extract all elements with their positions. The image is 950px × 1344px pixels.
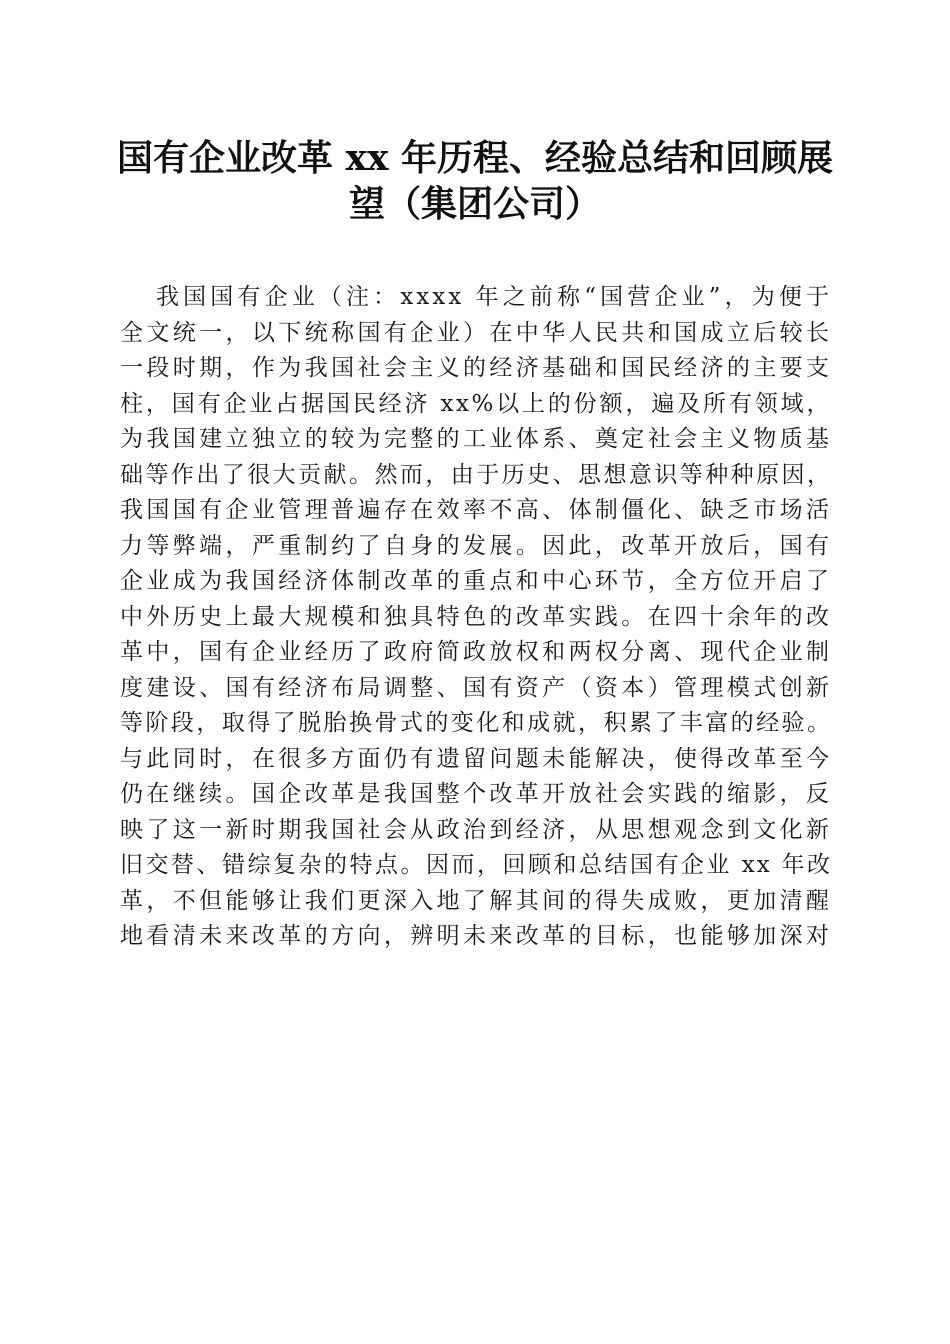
- paragraph-line: 础等作出了很大贡献。然而，由于历史、思想意识等种种原因，: [120, 461, 832, 488]
- paragraph-line: 一段时期，作为我国社会主义的经济基础和国民经济的主要支: [120, 355, 832, 381]
- paragraph-line: 旧交替、错综复杂的特点。因而，回顾和总结国有企业 xx 年改: [120, 852, 832, 878]
- paragraph-line: 革中，国有企业经历了政府简政放权和两权分离、现代企业制: [120, 639, 832, 665]
- title-line-1: 国有企业改革 xx 年历程、经验总结和回顾展: [117, 137, 833, 179]
- paragraph-line: 力等弊端，严重制约了自身的发展。因此，改革开放后，国有: [120, 532, 832, 559]
- paragraph-line: 企业成为我国经济体制改革的重点和中心环节，全方位开启了: [120, 568, 832, 594]
- paragraph-line: 地看清未来改革的方向，辨明未来改革的目标，也能够加深对: [120, 923, 832, 949]
- paragraph-line: 全文统一，以下统称国有企业）在中华人民共和国成立后较长: [120, 319, 832, 346]
- paragraph-line: 为我国建立独立的较为完整的工业体系、奠定社会主义物质基: [120, 426, 832, 452]
- paragraph-line: 柱，国有企业占据国民经济 xx%以上的份额，遍及所有领域，: [120, 390, 832, 417]
- paragraph-line: 度建设、国有经济布局调整、国有资产（资本）管理模式创新: [120, 674, 832, 701]
- document-title: [110, 135, 840, 227]
- title-line-2: 望（集团公司）: [348, 183, 601, 225]
- body-paragraph: [120, 280, 832, 955]
- paragraph-line: 革，不但能够让我们更深入地了解其间的得失成败，更加清醒: [120, 887, 832, 914]
- paragraph-line: 仍在继续。国企改革是我国整个改革开放社会实践的缩影，反: [120, 781, 832, 807]
- paragraph-line: 映了这一新时期我国社会从政治到经济，从思想观念到文化新: [120, 816, 832, 843]
- paragraph-line: 与此同时，在很多方面仍有遗留问题未能解决，使得改革至今: [120, 745, 832, 772]
- paragraph-line: 中外历史上最大规模和独具特色的改革实践。在四十余年的改: [120, 603, 832, 630]
- paragraph-line: 我国国有企业管理普遍存在效率不高、体制僵化、缺乏市场活: [120, 497, 832, 523]
- paragraph-line: 等阶段，取得了脱胎换骨式的变化和成就，积累了丰富的经验。: [120, 710, 832, 736]
- paragraph-line: 我国国有企业（注：xxxx 年之前称“国营企业”，为便于: [156, 284, 832, 310]
